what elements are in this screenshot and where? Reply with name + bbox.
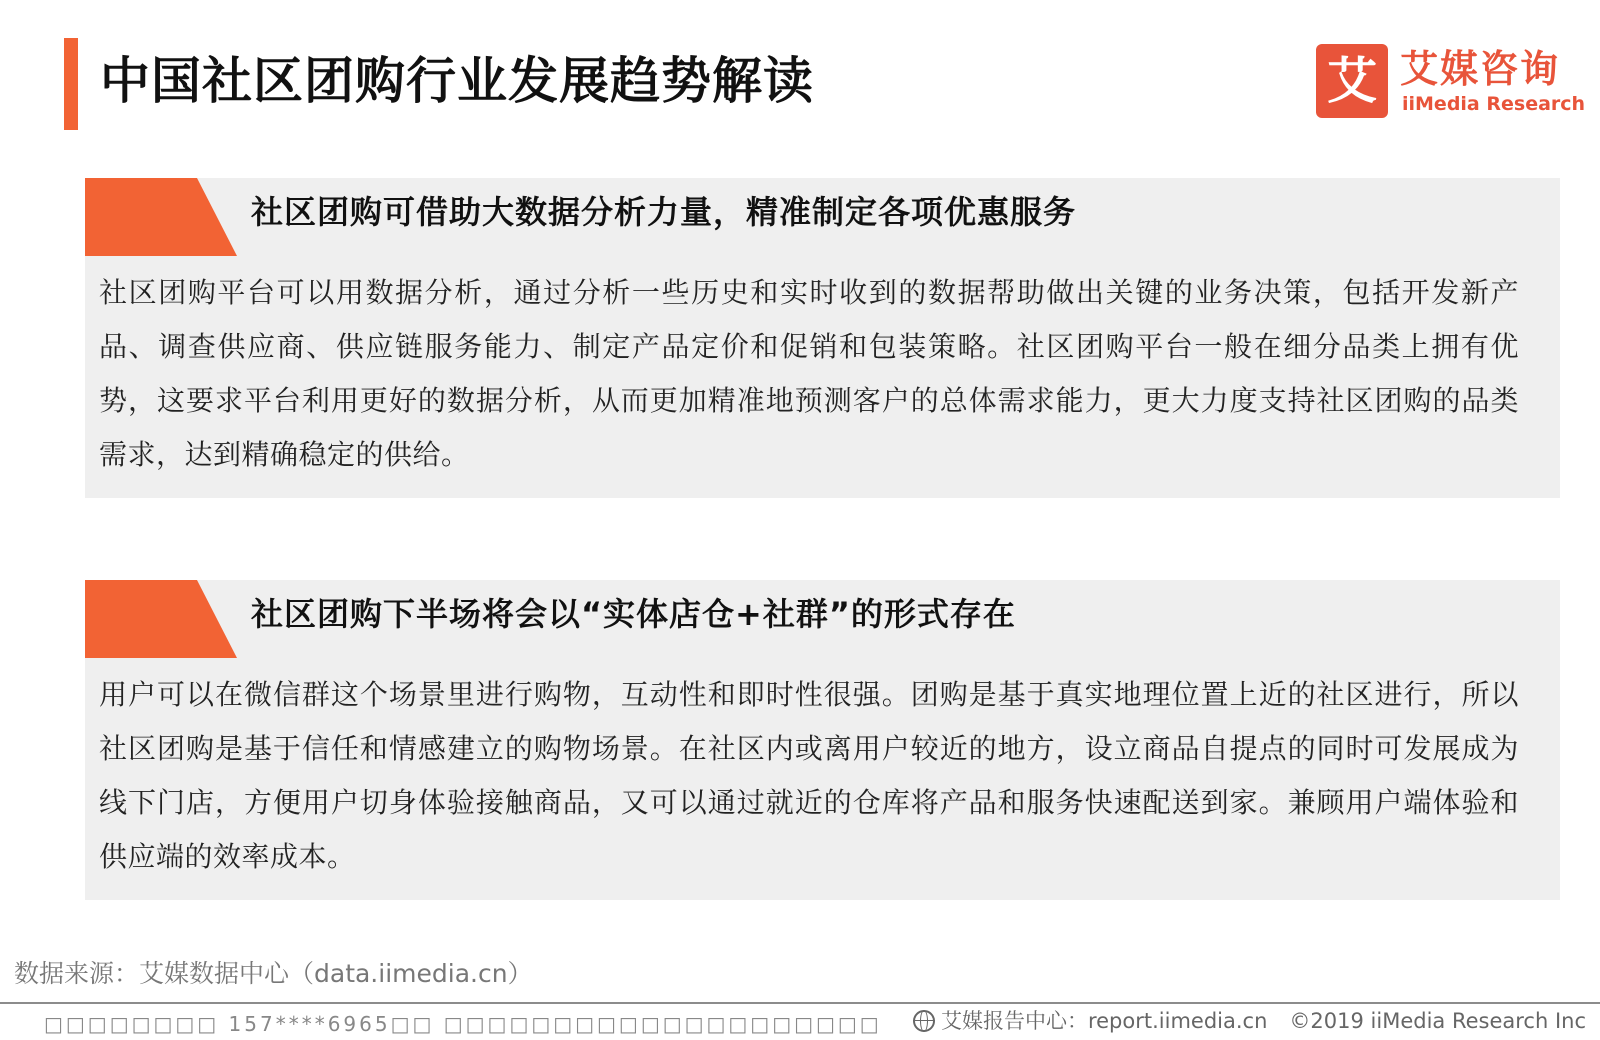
panel-body: 用户可以在微信群这个场景里进行购物，互动性和即时性很强。团购是基于真实地理位置上近的社区进行，所以社区团购是基于信任和情感建立的购物场景。在社区内或离用户较近的地方，设立商品自提点的同时可发展成为线下门店，方便用户切身体验接触商品，又可以通过就近的仓库将产品和服务快速配送到家。兼顾用户端体验和供应端的效率成本。	[99, 678, 1519, 873]
panel-heading: 社区团购可借助大数据分析力量，精准制定各项优惠服务	[251, 193, 1077, 231]
footer-info	[913, 1006, 1586, 1036]
title-accent-bar	[64, 38, 78, 130]
copyright-text: ©2019 iiMedia Research Inc	[1289, 1009, 1586, 1033]
panel-heading: 社区团购下半场将会以“实体店仓+社群”的形式存在	[251, 595, 1016, 633]
panel-accent-tab	[85, 580, 237, 658]
logo-mark: 艾	[1316, 44, 1388, 118]
report-center-link[interactable]: 艾媒报告中心：report.iimedia.cn	[940, 1009, 1268, 1033]
data-source: 数据来源：艾媒数据中心（data.iimedia.cn）	[14, 959, 533, 988]
panel-accent-tab	[85, 178, 237, 256]
insight-panel-1	[85, 178, 1560, 498]
logo-name-en: iiMedia Research	[1402, 93, 1586, 115]
insight-panel-2	[85, 580, 1560, 900]
globe-icon	[913, 1010, 935, 1032]
logo-name-cn: 艾媒咨询	[1400, 47, 1561, 91]
footer-watermark-text: □□□□□□□□ 157****6965□□ □□□□□□□□□□□□□□□□□□□□	[44, 1012, 882, 1036]
footer-divider	[0, 1002, 1600, 1004]
page-title: 中国社区团购行业发展趋势解读	[100, 52, 814, 110]
iimedia-logo	[1316, 44, 1586, 120]
panel-body: 社区团购平台可以用数据分析，通过分析一些历史和实时收到的数据帮助做出关键的业务决策，包括开发新产品、调查供应商、供应链服务能力、制定产品定价和促销和包装策略。社区团购平台一般在细分品类上拥有优势，这要求平台利用更好的数据分析，从而更加精准地预测客户的总体需求能力，更大力度支持社区团购的品类需求，达到精确稳定的供给。	[99, 276, 1519, 471]
